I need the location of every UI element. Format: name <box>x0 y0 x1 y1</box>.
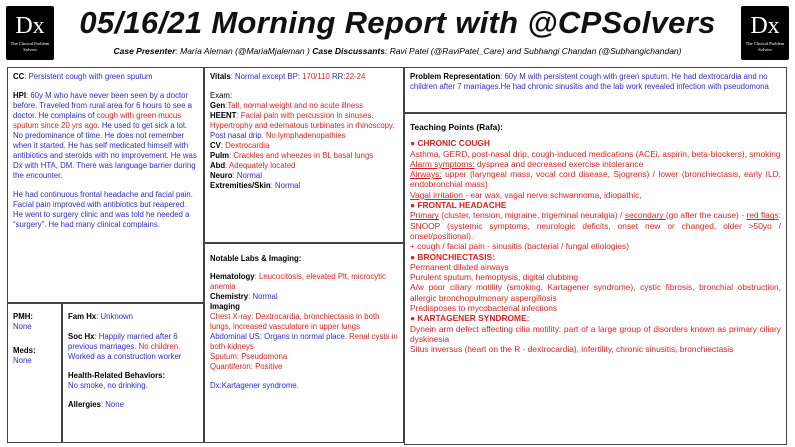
allergies-label: Allergies <box>68 400 101 409</box>
hpi-text-c: . He used to get sick a lot. No predominance of time. He does not remember when it started. He has self medicated himself with antibiotics and steroids with no improvement. He was Dx with HTA, DM. There was language barrier during the encounter. <box>13 121 197 180</box>
chem-value: : Normal <box>248 292 278 301</box>
airways-value: upper (laryngeal mass, vocal cord disease, Sjogrens) / lower (bronchiectasis, early ILD, endobronchial mass) <box>410 169 781 190</box>
primary-label: Primary <box>410 210 439 221</box>
sputum: Sputum: Pseudomona <box>210 352 288 361</box>
cc-label: CC <box>13 72 25 81</box>
logo-left <box>6 6 54 60</box>
bp-value: 170/110 <box>302 72 330 81</box>
soc-text-c: Worked as a construction worker <box>68 352 182 361</box>
allergies-value: : None <box>100 400 124 409</box>
ext-value: : Normal <box>270 181 301 190</box>
logo-right <box>741 6 789 60</box>
pmh-value: None <box>13 322 32 331</box>
heent-label: HEENT <box>210 111 237 120</box>
teaching-points-box <box>404 113 787 445</box>
bronchiectasis-4: Predisposes to mycobacterial infections <box>410 303 558 314</box>
alarm-label: Alarm symptoms: <box>410 158 475 169</box>
vitals <box>210 72 398 82</box>
abd-value: : Adequately located <box>225 161 296 170</box>
neuro-label: Neuro <box>210 171 233 180</box>
bronchiectasis-2: Purulent sputum, hemoptysis, digital clubbing <box>410 272 579 283</box>
social-history-box <box>62 303 204 443</box>
problem-representation-box <box>404 67 787 113</box>
case-credits <box>60 46 735 57</box>
headache-extra: + cough / facial pain - sinusitis (bacterial / fungal etiologies) <box>410 241 630 252</box>
secondary-value: (go after the cause) - <box>665 210 747 221</box>
exam-label: Exam: <box>210 91 233 100</box>
section-kartagener: ● KARTAGENER SYNDROME: <box>410 313 530 324</box>
fam-value: : Unknown <box>96 312 134 321</box>
chemistry <box>210 292 398 302</box>
hrb-label: Health-Related Behaviors: <box>68 371 166 380</box>
labs-imaging-box <box>204 243 404 443</box>
problem-value: : 60y M with persistent cough with green sputum. He had dextrocardia and no children after 7 marriages.He had chronic sinusitis and the lab work revealed infection with pseudomona <box>410 72 769 91</box>
neuro-value: : Normal <box>232 171 262 180</box>
heent-text-b: Post nasal drip. <box>210 131 264 140</box>
bronchiectasis-3: A/w poor ciliary motility (smoking, Kartagener syndrome), cystic fibrosis, bronchial obstruction, allergic bronchopulmonary aspergillosis <box>410 282 781 303</box>
exam-gen <box>210 101 398 111</box>
bullet-icon: ● <box>410 200 416 211</box>
presenter-label: Case Presenter <box>113 46 176 56</box>
section-bronchiectasis: ● BRONCHIECTASIS: <box>410 251 495 262</box>
kartagener-1: Dynein arm defect affecting cilia motility: part of a large group of disorders known as primary ciliary dyskinesia <box>410 323 781 344</box>
exam-heent <box>210 111 398 141</box>
kartagener-2: Situs inversus (heart on the R - dextrocardia), infertility, chronic sinusitis, bronchiectasis <box>410 344 734 355</box>
cv-label: CV <box>210 141 221 150</box>
cc-hpi-box <box>7 67 204 303</box>
soc-label: Soc Hx <box>68 332 95 341</box>
diagnosis: Dx:Kartagener syndrome. <box>210 381 299 390</box>
airways-label: Airways: <box>410 169 442 180</box>
fam-label: Fam Hx <box>68 312 97 321</box>
heent-text-a: : Facial pain with percussion in sinuses. Hypertrophy and edematous turbinates in rhinoscopy. <box>210 111 395 130</box>
pmh-label: PMH: <box>13 312 33 321</box>
soc-text-a: : Happily married after 6 previous marriages. <box>68 332 178 351</box>
cv-value: : Dextrocardia <box>220 141 270 150</box>
heent-text-c: No lymphadenopathies <box>263 131 346 140</box>
exam-abd <box>210 161 398 171</box>
vitals-label: Vitals <box>210 72 231 81</box>
discussants-label: Case Discussants <box>312 46 385 56</box>
labs-label: Notable Labs & Imaging: <box>210 254 302 263</box>
bullet-icon: ● <box>410 251 416 262</box>
bronchiectasis-1: Permanent dilated airways <box>410 261 509 272</box>
logo-tagline: The Clinical Problem Solvers <box>745 41 785 52</box>
meds-value: None <box>13 356 32 365</box>
bullet-icon: ● <box>410 138 416 149</box>
section-chronic-cough: ● CHRONIC COUGH <box>410 138 490 149</box>
vagal-value: - ear wax, vagal nerve schwannoma, idiopathic, <box>465 189 642 200</box>
heme-label: Hematology <box>210 272 255 281</box>
problem-label: Problem Representation <box>410 72 501 81</box>
vagal-label: Vagal irritation <box>410 189 466 200</box>
logo-dx-text: Dx <box>750 13 780 39</box>
abdominal-us <box>210 332 398 352</box>
rr-label: RR: <box>329 72 346 81</box>
family-history <box>68 312 198 322</box>
presenter-value: : María Aleman (@MariaMjaleman ) <box>175 46 313 56</box>
abd-us-text-b: Renal cysts in both kidneys <box>210 332 398 351</box>
logo-dx-text: Dx <box>15 13 45 39</box>
imaging-label: Imaging <box>210 302 240 311</box>
hrb-value: No smoke, no drinking. <box>68 381 148 390</box>
airways <box>410 169 781 190</box>
secondary-label: secondary <box>624 210 666 221</box>
hpi-text-b: cough with green mucus sputum since 20 yrs ago <box>13 111 182 130</box>
section-frontal-headache: ● FRONTAL HEADACHE <box>410 200 507 211</box>
pulm-label: Pulm <box>210 151 230 160</box>
hematology <box>210 272 398 292</box>
abd-us-text-a: Abdominal US: Organs in normal place. <box>210 332 350 341</box>
hpi-text-a: : 60y M who have never been seen by a doctor before. Traveled from rural area for 6 hours to see a doctor. He complains of <box>13 91 192 120</box>
bullet-icon: ● <box>410 313 416 324</box>
chief-complaint <box>13 72 198 82</box>
page-title: 05/16/21 Morning Report with @CPSolvers <box>79 5 716 40</box>
logo-tagline: The Clinical Problem Solvers <box>10 41 50 52</box>
redflags-label: red flags <box>746 210 779 221</box>
headache-types <box>410 210 781 241</box>
exam-cv <box>210 141 398 151</box>
exam-neuro <box>210 171 398 181</box>
vitals-value: : Normal except BP: <box>230 72 303 81</box>
chest-xray: Chest X-ray: Dextrocardia, bronchiectasis in both lungs, increased vasculature in upper lungs <box>210 312 380 331</box>
hpi-paragraph <box>13 91 198 181</box>
alarm-value: dyspnea and decreased exercise intolerance <box>474 158 644 169</box>
pmh-meds-box <box>7 303 62 443</box>
cough-causes: Asthma, GERD, post-nasal drip, cough-induced medications (ACEi, aspirin, beta-blockers), smoking <box>410 148 781 159</box>
vagal-irritation <box>410 190 781 200</box>
allergies <box>68 400 198 410</box>
quantiferon: Quantiferon: Positive <box>210 362 283 371</box>
exam-extremities <box>210 181 398 191</box>
hpi-paragraph-2: He had continuous frontal headache and facial pain. Facial pain improved with antibiotics but reapered. He went to surgery clinic and was told he needed a “surgery”. He had many clinical complains. <box>13 190 193 229</box>
soc-text-b: No children. <box>138 342 181 351</box>
alarm-symptoms <box>410 159 781 169</box>
primary-value: (cluster, tension, migraine, trigeminal neuralgia) / <box>438 210 625 221</box>
meds-label: Meds: <box>13 346 36 355</box>
cc-value: : Persistent cough with green sputum <box>24 72 153 81</box>
pulm-value: : Crackles and wheezes in BL basal lungs <box>229 151 374 160</box>
discussants-value: : Ravi Patel (@RaviPatel_Care) and Subhangi Chandan (@Subhangichandan) <box>384 46 682 56</box>
chem-label: Chemistry <box>210 292 249 301</box>
redflags-value: : SNOOP (systemic symptoms, neurologic deficits, onset new or changed, older >50yo / onset/positional). <box>410 210 782 241</box>
vitals-exam-box <box>204 67 404 243</box>
abd-label: Abd <box>210 161 226 170</box>
teaching-label: Teaching Points (Rafa): <box>410 122 503 132</box>
gen-value: :Tall, normal weight and no acute illness <box>225 101 363 110</box>
rr-value: 22-24 <box>345 72 366 81</box>
ext-label: Extremities/Skin <box>210 181 271 190</box>
heme-value: : Leucocitosis, elevated Plt, microcytic anemia <box>210 272 386 291</box>
gen-label: Gen <box>210 101 226 110</box>
exam-pulm <box>210 151 398 161</box>
hpi-label: HPI <box>13 91 26 100</box>
social-history <box>68 332 198 362</box>
